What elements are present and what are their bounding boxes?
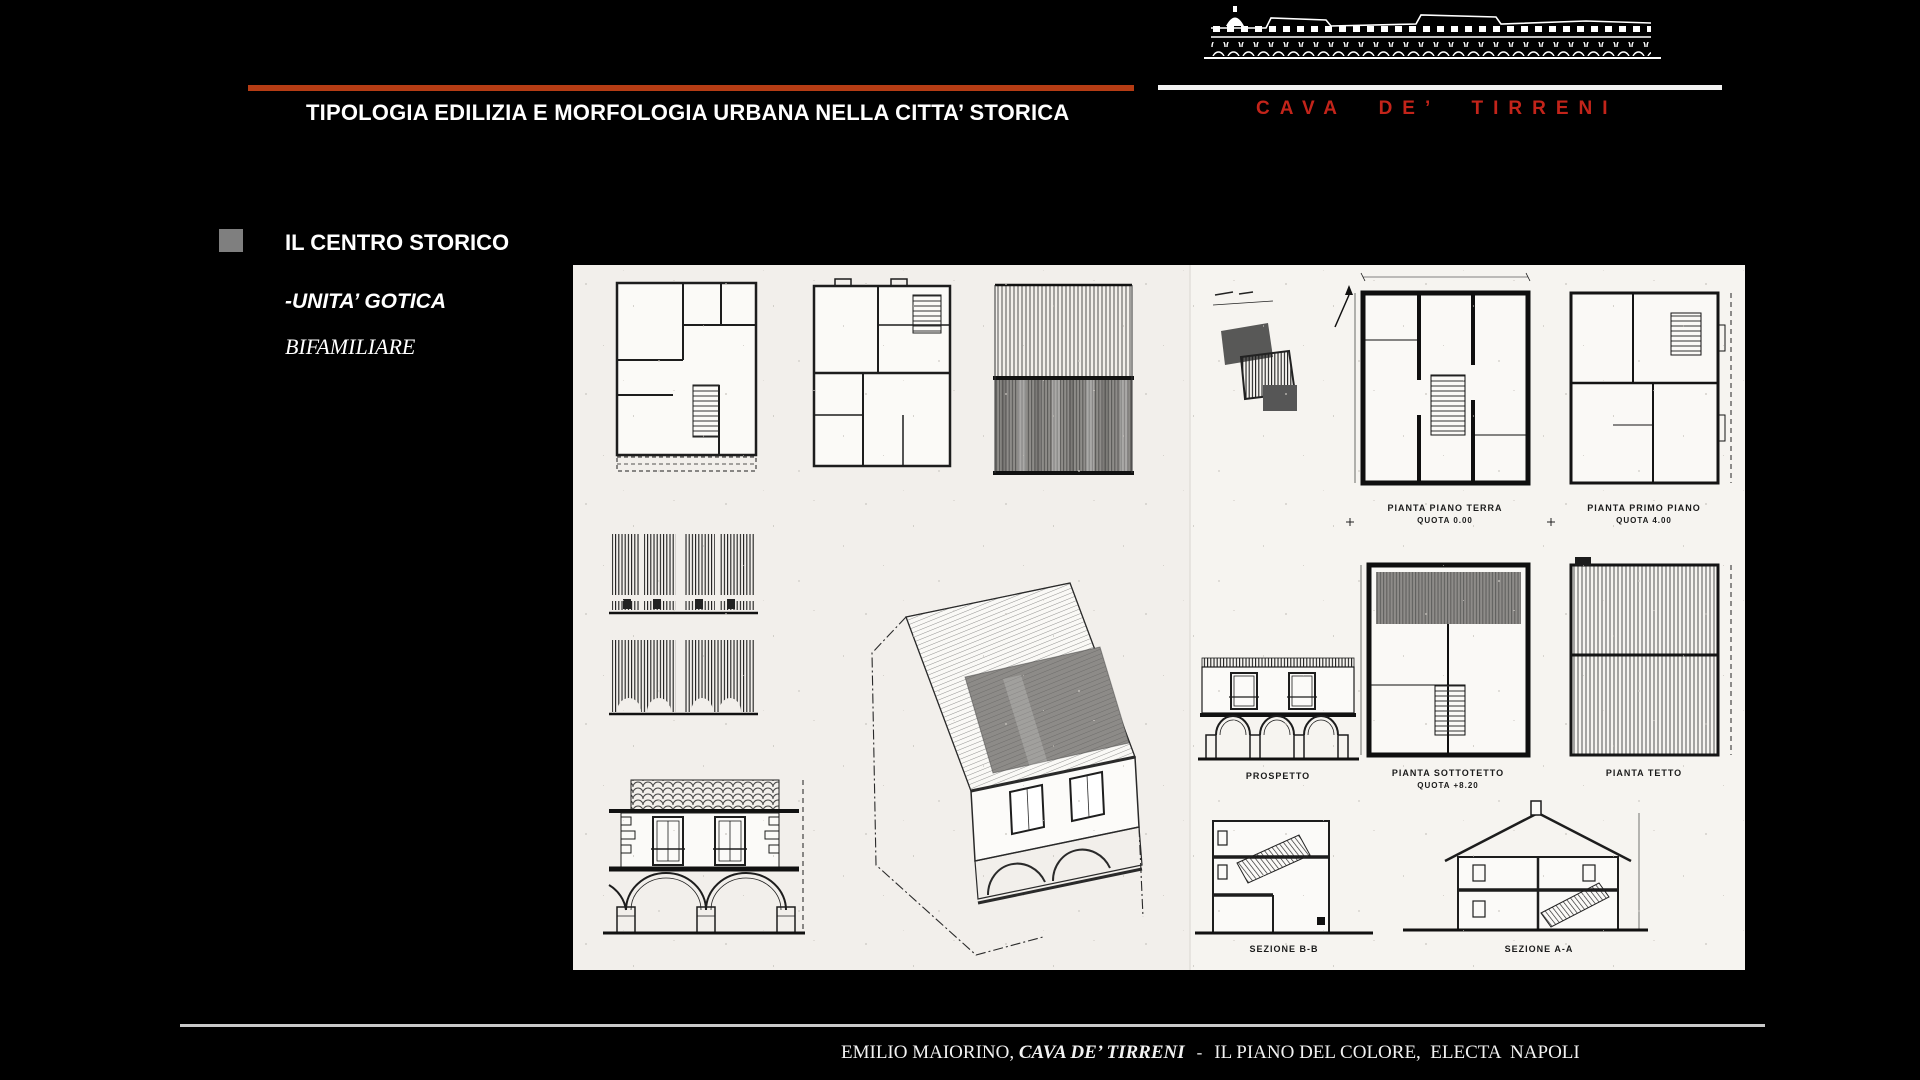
footer-author: EMILIO MAIORINO, <box>841 1042 1015 1063</box>
footer-publisher: IL PIANO DEL COLORE, ELECTA NAPOLI <box>1214 1042 1580 1063</box>
title-accent-bar <box>248 85 1134 91</box>
subtitle-bifamiliare: BIFAMILIARE <box>285 334 416 359</box>
architectural-drawings-panel <box>573 265 1745 970</box>
footer-caption <box>841 1042 1580 1064</box>
cava-building-engraving-icon <box>1196 6 1666 62</box>
section-bullet-marker <box>219 229 243 252</box>
section-heading: IL CENTRO STORICO <box>285 230 510 255</box>
footer-book-title: CAVA DE’ TIRRENI <box>1018 1042 1185 1063</box>
page-title: TIPOLOGIA EDILIZIA E MORFOLOGIA URBANA NELLA CITTA’ STORICA <box>306 100 1070 125</box>
subtitle-unita-gotica: -UNITA’ GOTICA <box>285 290 446 313</box>
logo-wordmark: CAVA DE’ TIRRENI <box>1256 98 1618 119</box>
architectural-drawings <box>573 265 1745 970</box>
logo-divider-line <box>1158 85 1722 90</box>
footer-dash: - <box>1196 1043 1203 1062</box>
footer-divider-line <box>180 1024 1765 1027</box>
